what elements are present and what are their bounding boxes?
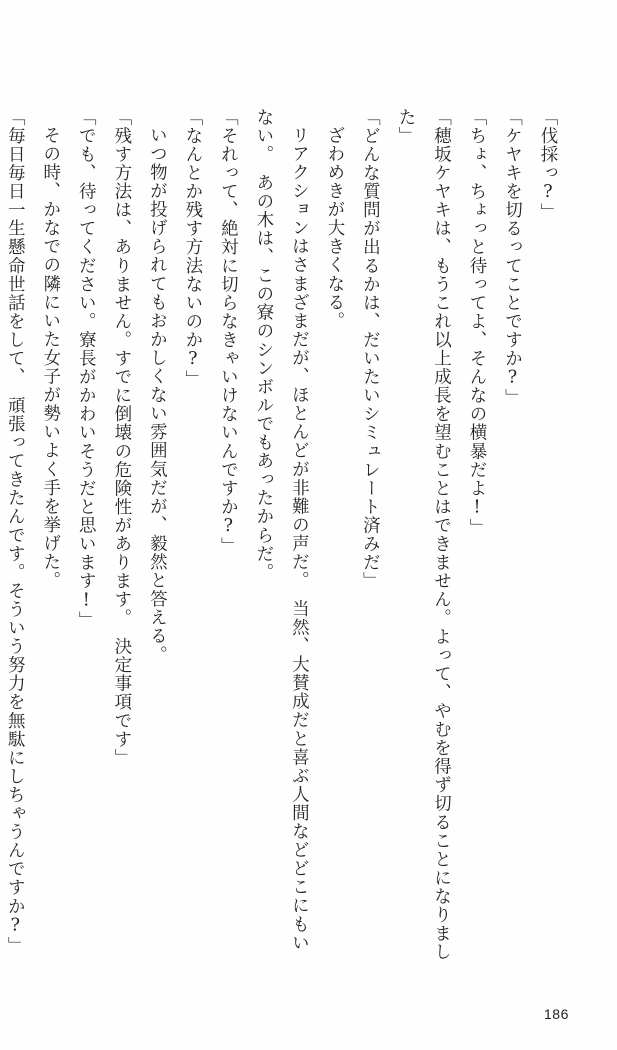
paragraph: 「残す方法は、ありません。すでに倒壊の危険性があります。 決定事項です」	[111, 108, 132, 768]
vertical-text-body	[5, 108, 565, 968]
paragraph: 「ちょ、ちょっと待ってよ、そんなの横暴だよ!」	[466, 108, 487, 538]
paragraph: 「それって、絶対に切らなきゃいけないんですか?」	[218, 108, 239, 556]
paragraph: 「でも、待ってください。寮長がかわいそうだと思います!」	[76, 108, 97, 630]
paragraph: 「毎日毎日一生懸命世話をして、 頑張ってきたんです。そういう努力を無駄にしちゃうんですか?」	[5, 108, 26, 956]
paragraph: リアクションはさまざまだが、ほとんどが非難の声だ。 当然、大賛成だと喜ぶ人間などどこにもいない。 あの木は、この寮のシンボルでもあったからだ。	[253, 108, 310, 952]
paragraph: 「どんな質問が出るかは、だいたいシミュレート済みだ」	[360, 108, 381, 591]
page-number: 186	[543, 1006, 569, 1022]
paragraph: いつ物が投げられてもおかしくない雰囲気だが、毅然と答える。	[147, 125, 168, 664]
paragraph: 「ケヤキを切るってことですか?」	[502, 108, 523, 408]
paragraph: 「穂坂ケヤキは、もうこれ以上成長を望むことはできません。よって、やむを得ず切ることになりました」	[395, 108, 452, 962]
paragraph: その時、かなでの隣にいた女子が勢いよく手を挙げた。	[40, 125, 61, 590]
paragraph: 「なんとか残す方法ないのか?」	[182, 108, 203, 389]
paragraph: ざわめきが大きくなる。	[324, 125, 345, 330]
paragraph: 「伐採っ?」	[538, 108, 558, 222]
